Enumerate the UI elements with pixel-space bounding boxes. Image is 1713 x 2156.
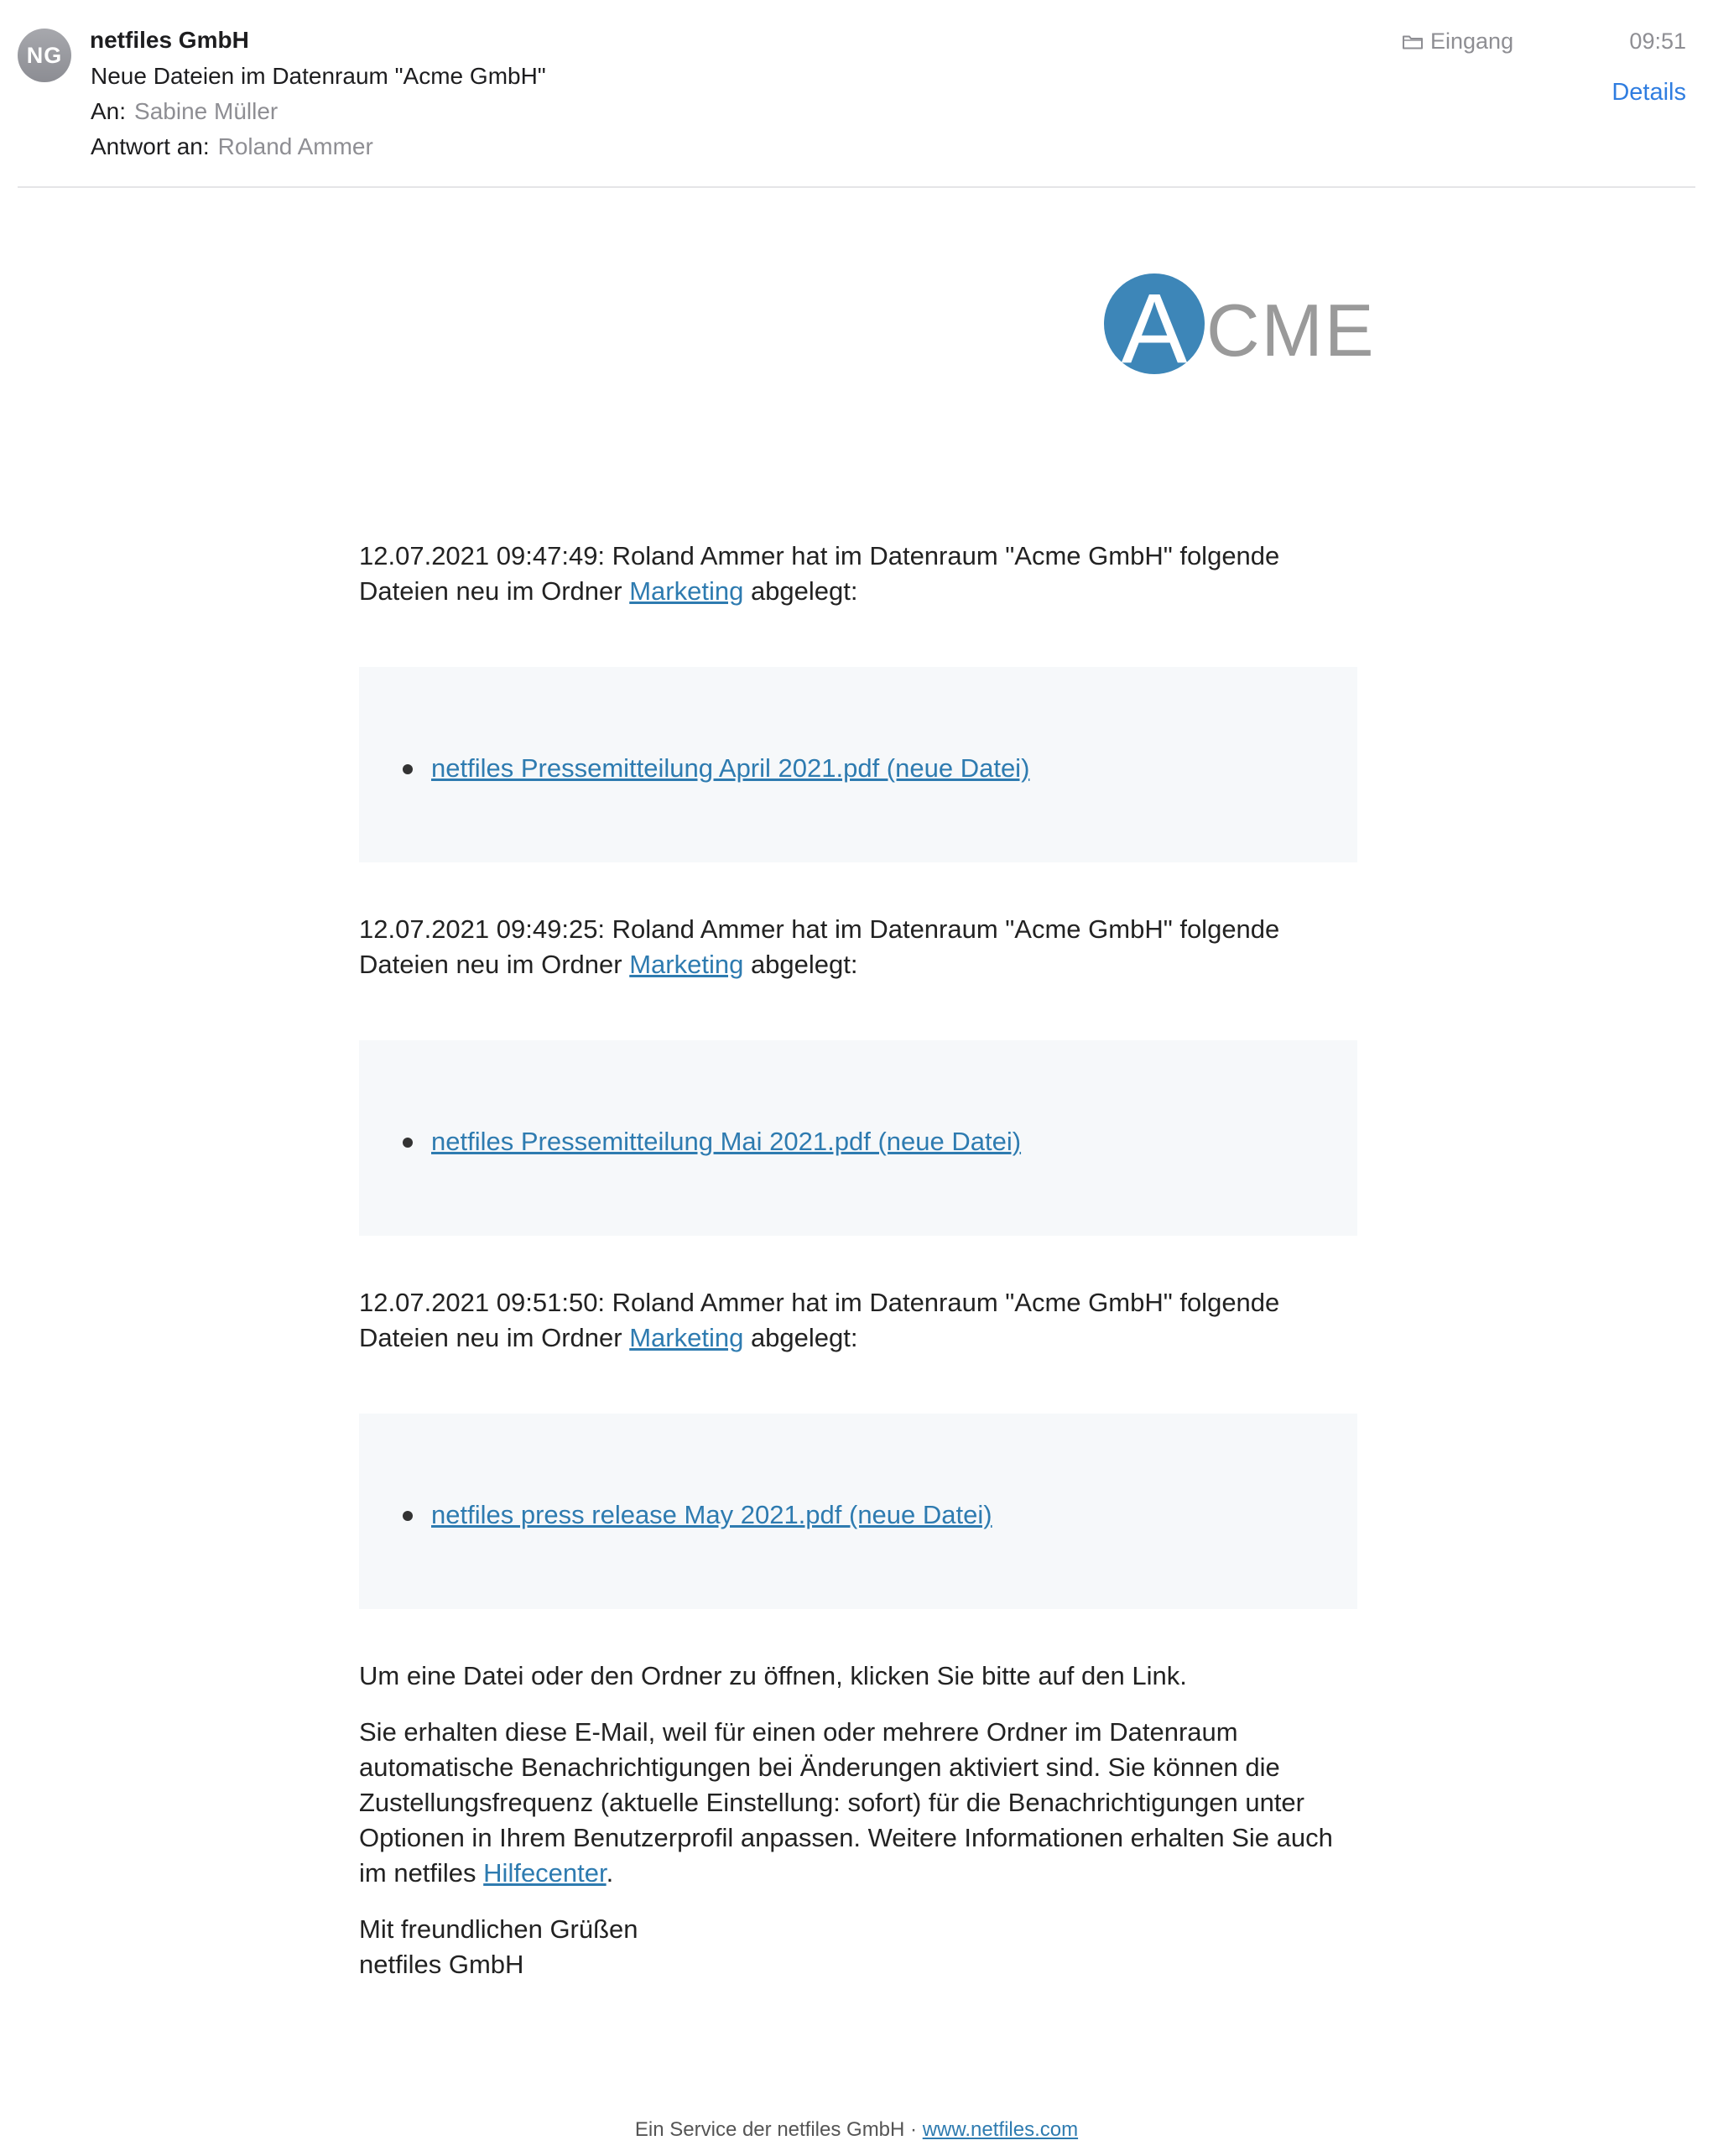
folder-icon xyxy=(1402,34,1424,50)
recipient-label: An: xyxy=(91,98,127,124)
reply-to-label: Antwort an: xyxy=(91,133,210,159)
folder-link-marketing[interactable]: Marketing xyxy=(629,576,744,606)
details-button[interactable]: Details xyxy=(1611,79,1686,106)
closing-signature: netfiles GmbH xyxy=(359,1950,524,1979)
notice-text-end: abgelegt: xyxy=(743,576,858,606)
acme-logo xyxy=(1104,272,1376,384)
file-link[interactable]: netfiles Pressemitteilung April 2021.pdf (neue Datei) xyxy=(431,753,1030,783)
info-text: Sie erhalten diese E-Mail, weil für einen oder mehrere Ordner im Datenraum automatische Benachrichtigungen bei Änderungen aktiviert sind. Sie können die Zustellungsfrequenz (aktuelle Einstellung: sofort) für die Benachrichtigungen unter Optionen in Ihrem Benutzerprofil anpassen. Weitere Informationen erhalten Sie auch im netfiles xyxy=(359,1717,1333,1888)
bullet-icon xyxy=(403,1138,413,1148)
recipient-value[interactable]: Sabine Müller xyxy=(134,98,279,124)
notice-entry-3 xyxy=(359,1285,1357,1356)
file-box-3 xyxy=(359,1414,1357,1609)
logo-letter: A xyxy=(1121,273,1188,384)
reply-to-row xyxy=(91,133,373,160)
folder-label: Eingang xyxy=(1430,29,1514,54)
notice-text-end: abgelegt: xyxy=(743,1323,858,1352)
email-subject: Neue Dateien im Datenraum "Acme GmbH" xyxy=(91,63,546,89)
info-text-end: . xyxy=(606,1858,614,1888)
bullet-icon xyxy=(403,764,413,774)
footer-text: Ein Service der netfiles GmbH · xyxy=(634,2118,923,2141)
email-footer xyxy=(0,2118,1713,2142)
file-list xyxy=(403,1124,1021,1159)
file-list xyxy=(403,1497,992,1533)
sender-avatar: NG xyxy=(18,29,71,82)
footer-website-link[interactable]: www.netfiles.com xyxy=(922,2118,1079,2141)
notice-text: 12.07.2021 09:47:49: Roland Ammer hat im Datenraum "Acme GmbH" folgende Dateien neu im Ordner xyxy=(359,541,1280,606)
file-box-1 xyxy=(359,667,1357,862)
file-list-item xyxy=(403,1497,992,1533)
notice-entry-2 xyxy=(359,912,1357,982)
info-paragraph xyxy=(359,1715,1357,1891)
reply-to-value[interactable]: Roland Ammer xyxy=(217,133,373,159)
file-box-2 xyxy=(359,1040,1357,1236)
logo-text: CME xyxy=(1206,289,1376,372)
folder-link-marketing[interactable]: Marketing xyxy=(629,1323,744,1352)
received-time: 09:51 xyxy=(1629,29,1686,54)
bullet-icon xyxy=(403,1511,413,1521)
file-list-item xyxy=(403,1124,1021,1159)
notice-text: 12.07.2021 09:51:50: Roland Ammer hat im Datenraum "Acme GmbH" folgende Dateien neu im Ordner xyxy=(359,1288,1280,1352)
notice-text-end: abgelegt: xyxy=(743,950,858,979)
closing xyxy=(359,1912,1357,1982)
instructions-text: Um eine Datei oder den Ordner zu öffnen, klicken Sie bitte auf den Link. xyxy=(359,1661,1187,1690)
sender-name: netfiles GmbH xyxy=(90,27,249,53)
file-link[interactable]: netfiles press release May 2021.pdf (neue Datei) xyxy=(431,1500,992,1529)
notice-entry-1 xyxy=(359,539,1357,609)
recipient-row xyxy=(91,98,278,125)
mailbox-folder[interactable] xyxy=(1402,29,1513,55)
header-divider xyxy=(18,186,1695,188)
help-center-link[interactable]: Hilfecenter xyxy=(483,1858,607,1888)
folder-link-marketing[interactable]: Marketing xyxy=(629,950,744,979)
file-link[interactable]: netfiles Pressemitteilung Mai 2021.pdf (neue Datei) xyxy=(431,1127,1022,1156)
file-list xyxy=(403,751,1029,786)
email-header xyxy=(0,0,1713,188)
notice-text: 12.07.2021 09:49:25: Roland Ammer hat im Datenraum "Acme GmbH" folgende Dateien neu im Ordner xyxy=(359,914,1280,979)
closing-greeting: Mit freundlichen Grüßen xyxy=(359,1914,638,1944)
file-list-item xyxy=(403,751,1029,786)
